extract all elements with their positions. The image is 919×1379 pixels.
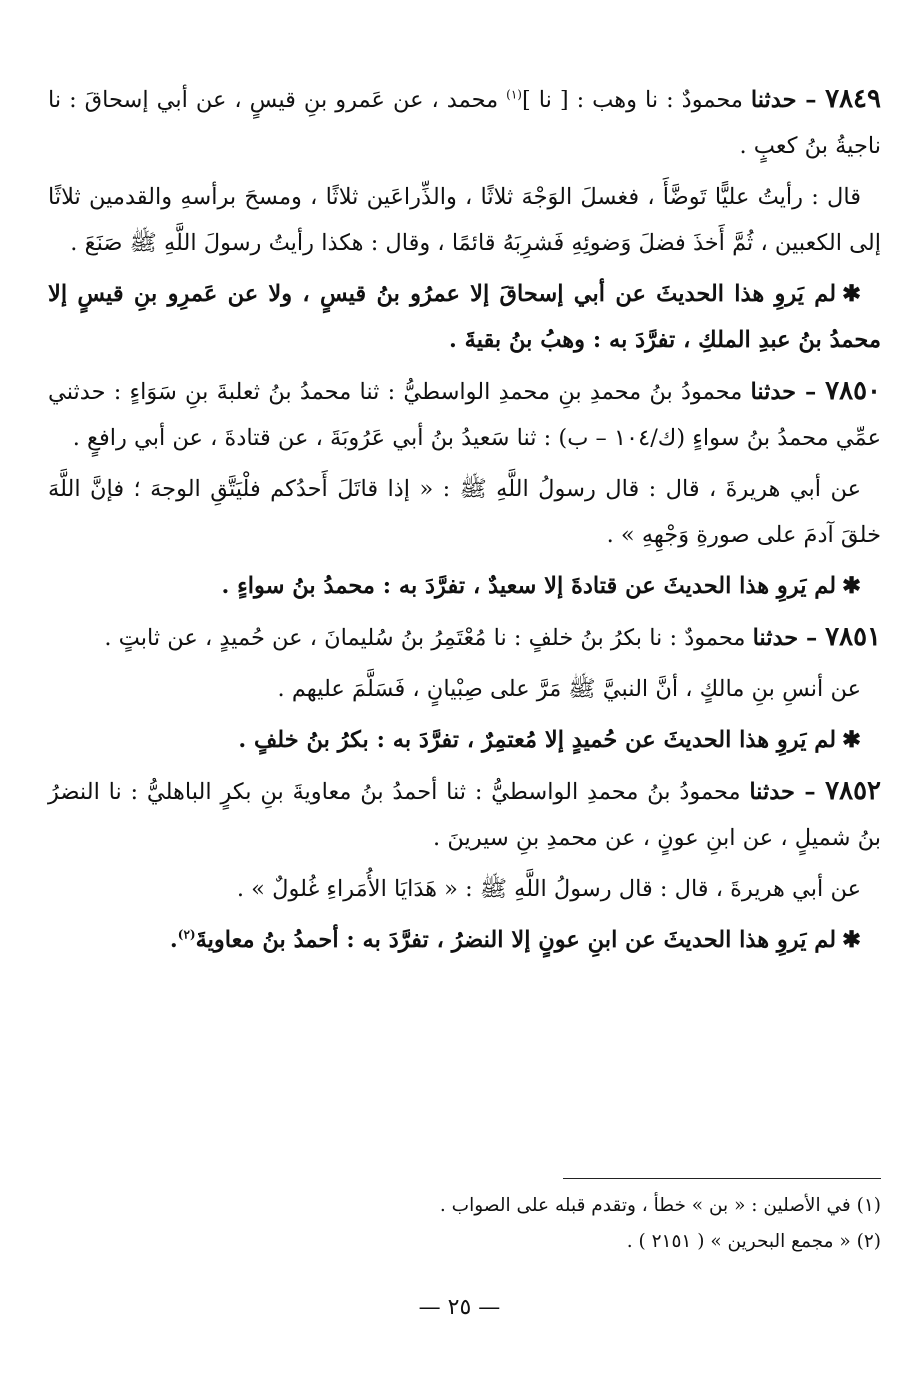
- footnotes: [48, 1188, 881, 1260]
- isnad-paragraph: [48, 614, 881, 661]
- footnote-1: (١) في الأصلين : « بن » خطأ ، وتقدم قبله على الصواب .: [439, 1195, 881, 1216]
- matn-paragraph: عن أبي هريرةَ ، قال : قال رسولُ اللَّهِ ﷺ : « هَدَايَا الأُمَراءِ غُلولٌ » .: [236, 876, 861, 902]
- comment-paragraph: [48, 563, 881, 609]
- isnad-text-cont: محمد ، عن عَمرو بنِ قيسٍ ، عن أبي إسحاقَ : نا ناجيةُ بنُ كعبٍ .: [48, 87, 881, 159]
- comment-text: لم يَروِ هذا الحديثَ عن أبي إسحاقَ إلا عمرُو بنُ قيسٍ ، ولا عن عَمرِو بنِ قيسٍ إلا محمدُ بنُ عبدِ الملكِ ، تفرَّدَ به : وهبُ بنُ بقيةَ .: [48, 281, 881, 353]
- matn-paragraph: عن أنسِ بنِ مالكٍ ، أنَّ النبيَّ ﷺ مَرَّ على صِبْيانٍ ، فَسَلَّمَ عليهم .: [277, 676, 861, 702]
- hadith-number: ٧٨٥١: [825, 622, 881, 652]
- isnad-paragraph: [48, 768, 881, 861]
- dash: –: [798, 625, 826, 651]
- isnad-text: محمودُ بنُ محمدِ الواسطيُّ : ثنا أحمدُ بنُ معاويةَ بنِ بكرٍ الباهليُّ : نا النضرُ بنُ شميلٍ ، عن ابنِ عونٍ ، عن محمدِ بنِ سيرينَ .: [48, 779, 881, 851]
- hadith-number: ٧٨٤٩: [825, 84, 881, 114]
- footnote-ref: (١): [506, 87, 522, 102]
- dash: –: [794, 779, 826, 805]
- matn-paragraph: قال : رأيتُ عليًّا تَوضَّأَ ، فغسلَ الوَجْهَ ثلاثًا ، والذِّراعَين ثلاثًا ، ومسحَ برأسهِ والقدمين ثلاثًا إلى الكعبين ، ثُمَّ أَخذَ فضلَ وَضوئِهِ فَشرِبَهُ قائمًا ، وقال : هكذا رأيتُ رسولَ اللَّهِ ﷺ صَنَعَ .: [48, 184, 881, 256]
- isnad-text: محمودٌ : نا وهب : [ نا ]: [521, 87, 751, 113]
- asterisk-icon: ✱: [842, 281, 861, 307]
- isnad-paragraph: [48, 76, 881, 169]
- comment-text: لم يَروِ هذا الحديثَ عن قتادةَ إلا سعيدٌ ، تفرَّدَ به : محمدُ بنُ سواءٍ .: [221, 573, 837, 599]
- isnad-lead: حدثنا: [750, 87, 797, 113]
- comment-paragraph: [48, 917, 881, 963]
- isnad-lead: حدثنا: [752, 625, 799, 651]
- main-text: [48, 76, 881, 968]
- isnad-lead: حدثنا: [749, 779, 795, 805]
- comment-paragraph: [48, 717, 881, 763]
- page-number: — ٢٥ —: [418, 1295, 501, 1320]
- dash: –: [796, 379, 826, 405]
- comment-text: لم يَروِ هذا الحديثَ عن ابنِ عونٍ إلا النضرُ ، تفرَّدَ به : أحمدُ بنُ معاويةَ: [195, 927, 837, 953]
- asterisk-icon: ✱: [842, 927, 861, 953]
- matn-paragraph: عن أبي هريرةَ ، قال : قال رسولُ اللَّهِ ﷺ : « إذا قاتَلَ أَحدُكم فلْيَتَّقِ الوجهَ ؛ فإنَّ اللَّهَ خلقَ آدمَ على صورةِ وَجْهِهِ » .: [48, 476, 881, 548]
- hadith-number: ٧٨٥٢: [825, 776, 881, 806]
- isnad-paragraph: [48, 368, 881, 461]
- comment-paragraph: [48, 271, 881, 363]
- dash: –: [796, 87, 826, 113]
- footnote-2: (٢) « مجمع البحرين » ( ٢١٥١ ) .: [626, 1231, 881, 1252]
- isnad-text: محمودُ بنُ محمدِ بنِ محمدِ الواسطيُّ : ثنا محمدُ بنُ ثعلبةَ بنِ سَوَاءٍ : حدثني عمِّي محمدُ بنُ سواءٍ (ك/١٠٤ – ب) : ثنا سَعيدُ بنُ أبي عَرُوبَةَ ، عن قتادةَ ، عن أبي رافعٍ .: [48, 379, 881, 451]
- asterisk-icon: ✱: [842, 573, 861, 599]
- footnote-divider: [563, 1178, 881, 1179]
- asterisk-icon: ✱: [842, 727, 861, 753]
- hadith-number: ٧٨٥٠: [825, 376, 881, 406]
- comment-end: .: [169, 927, 178, 953]
- isnad-lead: حدثنا: [750, 379, 797, 405]
- comment-text: لم يَروِ هذا الحديثَ عن حُميدٍ إلا مُعتمِرٌ ، تفرَّدَ به : بكرُ بنُ خلفٍ .: [238, 727, 837, 753]
- footnote-ref: (٢): [177, 927, 196, 942]
- isnad-text: محمودٌ : نا بكرُ بنُ خلفٍ : نا مُعْتَمِرُ بنُ سُليمانَ ، عن حُميدٍ ، عن ثابتٍ .: [104, 625, 753, 651]
